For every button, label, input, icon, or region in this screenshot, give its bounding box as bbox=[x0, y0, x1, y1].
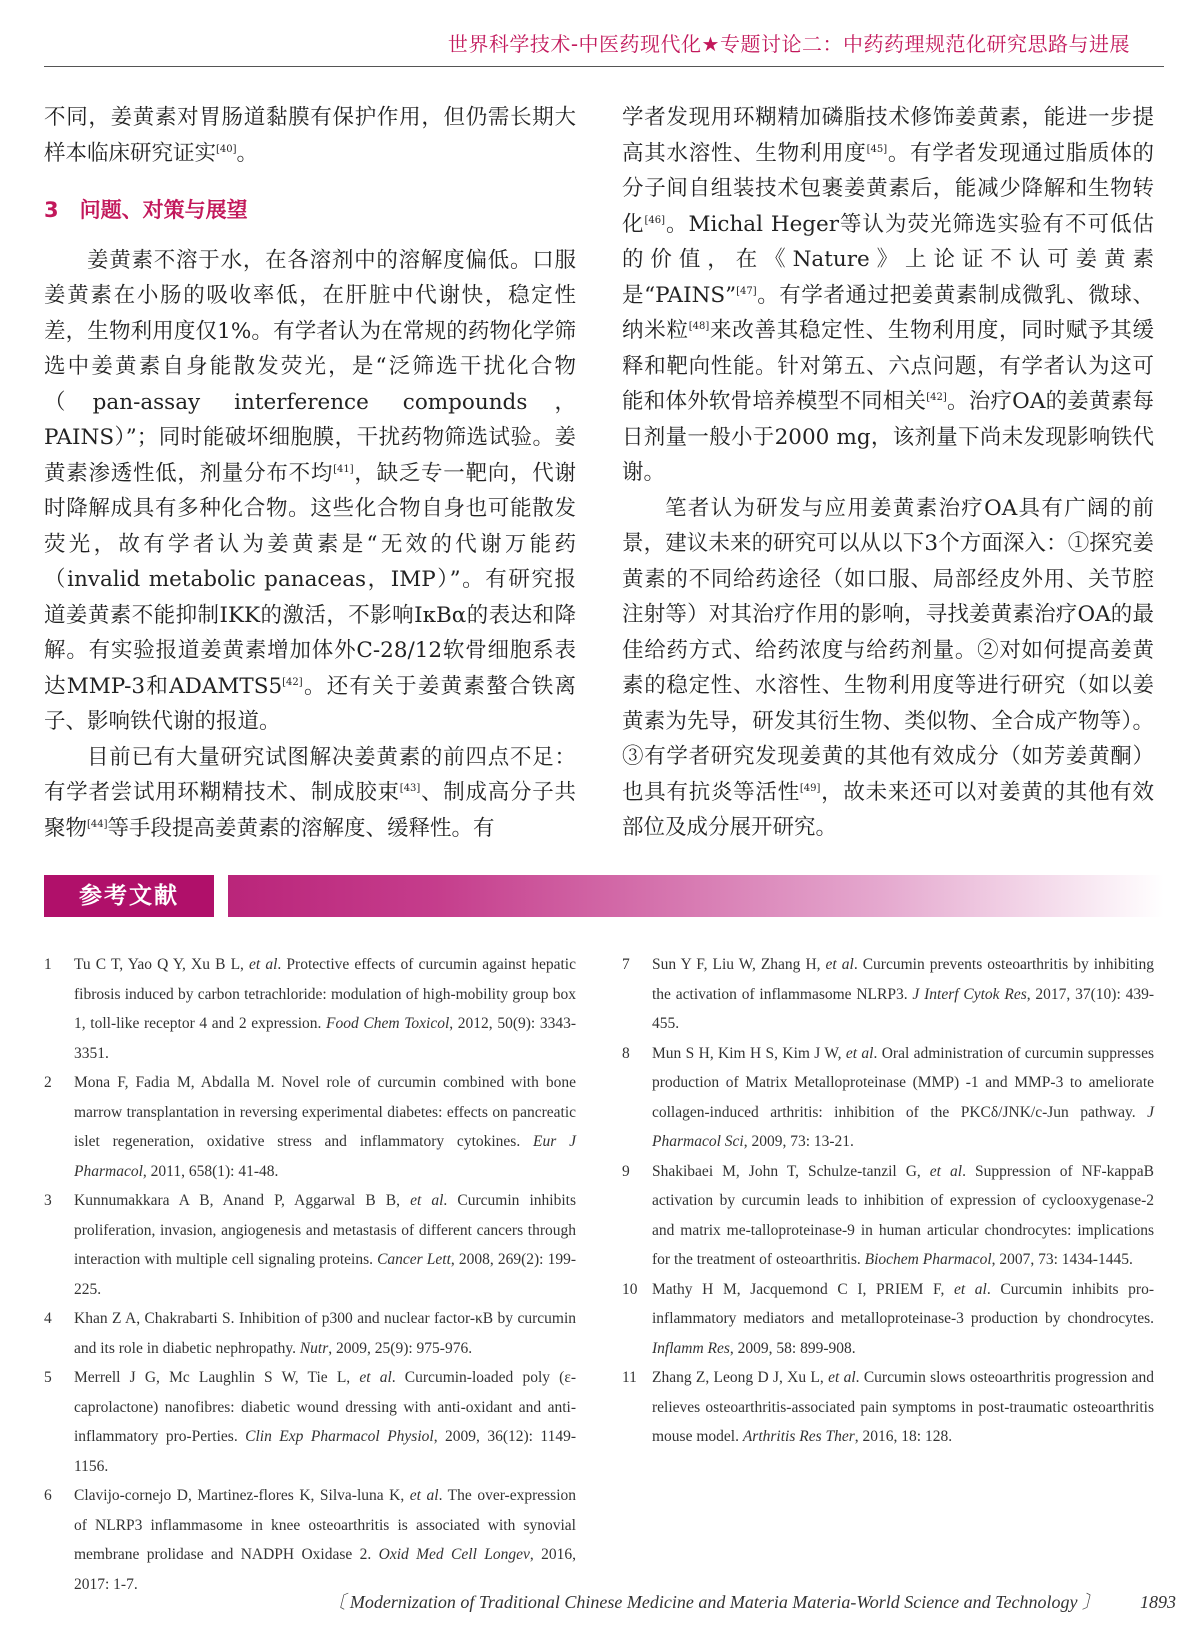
reference-authors: Mathy H M, Jacquemond C I, PRIEM F, bbox=[652, 1280, 954, 1298]
reference-etal: et al bbox=[828, 1369, 856, 1386]
references-title: 参考文献 bbox=[44, 875, 214, 917]
reference-number: 2 bbox=[44, 1074, 52, 1091]
reference-tail: , 2009, 36(12): 1149-1156. bbox=[74, 1428, 577, 1475]
reference-item bbox=[622, 1157, 1154, 1275]
reference-etal: et al bbox=[409, 1487, 439, 1504]
reference-item bbox=[622, 1039, 1154, 1157]
reference-tail: , 2012, 50(9): 3343-3351. bbox=[74, 1015, 577, 1062]
paragraph: 不同，姜黄素对胃肠道黏膜有保护作用，但仍需长期大样本临床研究证实[40]。 bbox=[44, 105, 576, 166]
reference-tail: , 2009, 25(9): 975-976. bbox=[328, 1339, 473, 1357]
right-text-column bbox=[622, 100, 1154, 846]
reference-authors: Clavijo-cornejo D, Martinez-flores K, Silva-luna K, bbox=[74, 1487, 410, 1504]
citation: [42] bbox=[926, 391, 947, 403]
reference-number: 9 bbox=[622, 1162, 630, 1180]
reference-text bbox=[74, 1186, 576, 1304]
reference-body: . Protective effects of curcumin against hepatic fibrosis induced by carbon tetrachloride: modulation of high-mobility group box 1, toll-like receptor 4 and 2 expression. bbox=[74, 956, 576, 1032]
reference-authors: Zhang Z, Leong D J, Xu L, bbox=[652, 1369, 829, 1386]
reference-item bbox=[44, 1481, 576, 1599]
reference-etal: et al bbox=[249, 956, 278, 973]
footer-journal: 〔 Modernization of Traditional Chinese Medicine and Materia Materia-World Science and Technology 〕 bbox=[327, 1592, 1100, 1612]
paragraph: 学者发现用环糊精加磷脂技术修饰姜黄素，能进一步提高其水溶性、生物利用度[45]。有学者发现通过脂质体的分子间自组装技术包裹姜黄素后，能减少降解和生物转化[46]。Michal Heger等认为荧光筛选实验有不可低估的价值，在《Nature》上论证不认可姜黄素是“PAINS”[47]。有学者通过把姜黄素制成微乳、微球、纳米粒[48]来改善其稳定性、生物利用度，同时赋予其缓释和靶向性能。针对第五、六点问题，有学者认为这可能和体外软骨培养模型不同相关[42]。治疗OA的姜黄素每日剂量一般小于2000 mg，该剂量下尚未发现影响铁代谢。 bbox=[622, 105, 1154, 485]
reference-text bbox=[652, 1363, 1154, 1452]
citation: [46] bbox=[644, 214, 666, 226]
reference-authors: Sun Y F, Liu W, Zhang H, bbox=[652, 956, 826, 973]
reference-journal: Food Chem Toxicol bbox=[326, 1015, 450, 1032]
reference-text bbox=[74, 1068, 576, 1186]
section-heading: 3 问题、对策与展望 bbox=[44, 198, 248, 222]
reference-journal: Eur J Pharmacol bbox=[74, 1133, 576, 1180]
running-header: 世界科学技术-中医药现代化★专题讨论二：中药药理规范化研究思路与进展 bbox=[447, 32, 1130, 56]
reference-text bbox=[74, 1363, 576, 1481]
reference-etal: et al bbox=[953, 1280, 987, 1298]
reference-tail: , 2017, 37(10): 439-455. bbox=[652, 985, 1154, 1032]
reference-item bbox=[44, 1363, 576, 1481]
reference-item bbox=[44, 950, 576, 1068]
reference-tail: , 2008, 269(2): 199-225. bbox=[74, 1251, 576, 1298]
reference-tail: , 2009, 73: 13-21. bbox=[743, 1133, 854, 1150]
paragraph: 笔者认为研发与应用姜黄素治疗OA具有广阔的前景，建议未来的研究可以从以下3个方面深入：①探究姜黄素的不同给药途径（如口服、局部经皮外用、关节腔注射等）对其治疗作用的影响，寻找姜黄素治疗OA的最佳给药方式、给药浓度与给药剂量。②对如何提高姜黄素的稳定性、水溶性、生物利用度等进行研究（如以姜黄素为先导，研发其衍生物、类似物、全合成产物等）。③有学者研究发现姜黄的其他有效成分（如芳姜黄酮）也具有抗炎等活性[49]，故未来还可以对姜黄的其他有效部位及成分展开研究。 bbox=[622, 495, 1154, 840]
reference-body: . Curcumin prevents osteoarthritis by inhibiting the activation of inflammasome NLRP3. bbox=[652, 956, 1154, 1003]
reference-item bbox=[622, 1363, 1154, 1452]
citation: [42] bbox=[282, 676, 303, 688]
reference-tail: , 2009, 58: 899-908. bbox=[729, 1339, 856, 1357]
reference-journal: Nutr bbox=[299, 1339, 329, 1357]
page-number: 1893 bbox=[1140, 1592, 1176, 1612]
reference-authors: Merrell J G, Mc Laughlin S W, Tie L, bbox=[74, 1369, 360, 1386]
citation: [47] bbox=[736, 285, 757, 297]
reference-tail: , 2007, 73: 1434-1445. bbox=[991, 1251, 1133, 1268]
reference-item bbox=[44, 1068, 576, 1186]
reference-authors: Khan Z A, Chakrabarti S. Inhibition of p300 and nuclear factor-κB by curcumin and its role in diabetic nephropathy. bbox=[74, 1310, 576, 1357]
reference-body: . Curcumin inhibits proliferation, invasion, angiogenesis and metastasis of different cancers through interaction with multiple cell signaling proteins. bbox=[74, 1192, 576, 1268]
reference-authors: Shakibaei M, John T, Schulze-tanzil G, bbox=[652, 1162, 930, 1180]
reference-journal: Arthritis Res Ther bbox=[742, 1428, 855, 1445]
reference-body: . Oral administration of curcumin suppresses production of Matrix Metalloproteinase (MMP) -1 and MMP-3 to ameliorate collagen-induced arthritis: inhibition of the PKCδ/JNK/c-Jun pathway. bbox=[652, 1044, 1154, 1121]
reference-etal: et al bbox=[359, 1369, 392, 1386]
citation: [48] bbox=[688, 320, 710, 332]
citation: [44] bbox=[87, 818, 108, 830]
reference-item bbox=[622, 1275, 1154, 1364]
reference-number: 1 bbox=[44, 956, 52, 973]
reference-item bbox=[44, 1304, 576, 1363]
citation: [41] bbox=[333, 463, 354, 475]
reference-authors: Kunnumakkara A B, Anand P, Aggarwal B B, bbox=[74, 1192, 411, 1209]
reference-journal: Inflamm Res bbox=[652, 1339, 730, 1357]
references-banner bbox=[44, 875, 1164, 917]
reference-number: 3 bbox=[44, 1192, 52, 1209]
reference-tail: , 2016, 2017: 1-7. bbox=[74, 1546, 577, 1593]
reference-text bbox=[652, 950, 1154, 1039]
reference-number: 7 bbox=[622, 956, 630, 973]
reference-number: 5 bbox=[44, 1369, 52, 1386]
reference-number: 4 bbox=[44, 1310, 52, 1327]
reference-text bbox=[74, 950, 576, 1068]
reference-text bbox=[74, 1481, 576, 1599]
reference-etal: et al bbox=[929, 1162, 963, 1180]
reference-journal: J Interf Cytok Res bbox=[912, 985, 1027, 1003]
left-text-column bbox=[44, 100, 576, 846]
reference-etal: et al bbox=[410, 1192, 444, 1209]
references-column-left bbox=[44, 950, 576, 1599]
citation: [43] bbox=[399, 782, 421, 794]
header-divider bbox=[44, 66, 1164, 67]
reference-body: . Curcumin slows osteoarthritis progression and relieves osteoarthritis-associated pain symptoms in post-traumatic osteoarthritis mouse model. bbox=[652, 1369, 1154, 1445]
reference-tail: , 2011, 658(1): 41-48. bbox=[142, 1162, 279, 1180]
reference-tail: , 2016, 18: 128. bbox=[854, 1428, 953, 1445]
reference-authors: Tu C T, Yao Q Y, Xu B L, bbox=[74, 956, 250, 973]
reference-text bbox=[652, 1157, 1154, 1275]
reference-text bbox=[652, 1275, 1154, 1364]
reference-text bbox=[652, 1039, 1154, 1157]
reference-item bbox=[622, 950, 1154, 1039]
reference-authors: Mona F, Fadia M, Abdalla M. Novel role of curcumin combined with bone marrow transplantation in reversing experimental diabetes: effects on pancreatic islet regeneration, oxidative stress and inflammatory cytokines. bbox=[74, 1074, 576, 1150]
reference-journal: Biochem Pharmacol bbox=[864, 1251, 992, 1268]
paragraph: 姜黄素不溶于水，在各溶剂中的溶解度偏低。口服姜黄素在小肠的吸收率低，在肝脏中代谢快，稳定性差，生物利用度仅1%。有学者认为在常规的药物化学筛选中姜黄素自身能散发荧光，是“泛筛选干扰化合物（pan-assay interference compounds，PAINS）”；同时能破坏细胞膜，干扰药物筛选试验。姜黄素渗透性低，剂量分布不均[41]，缺乏专一靶向，代谢时降解成具有多种化合物。这些化合物自身也可能散发荧光，故有学者认为姜黄素是“无效的代谢万能药（invalid metabolic panaceas，IMP）”。有研究报道姜黄素不能抑制IKK的激活，不影响IκBα的表达和降解。有实验报道姜黄素增加体外C-28/12软骨细胞系表达MMP-3和ADAMTS5[42]。还有关于姜黄素螯合铁离子、影响铁代谢的报道。 bbox=[44, 247, 576, 734]
citation: [49] bbox=[799, 782, 821, 794]
reference-journal: Clin Exp Pharmacol Physiol bbox=[245, 1428, 434, 1445]
citation: [40] bbox=[216, 143, 237, 155]
reference-item bbox=[44, 1186, 576, 1304]
references-column-right bbox=[622, 950, 1154, 1452]
reference-body: . Suppression of NF-kappaB activation by curcumin leads to inhibition of expression of cyclooxygenase-2 and matrix me-talloproteinase-9 in human articular chondrocytes: implications for the treatment of osteoarthritis. bbox=[652, 1162, 1154, 1268]
reference-journal: Oxid Med Cell Longev bbox=[378, 1546, 530, 1563]
reference-body: . Curcumin-loaded poly (ε-caprolactone) nanofibres: diabetic wound dressing with anti-oxidant and anti-inflammatory pro-Perties. bbox=[74, 1369, 577, 1445]
reference-journal: Cancer Lett bbox=[377, 1251, 451, 1268]
reference-etal: et al bbox=[825, 956, 854, 973]
reference-number: 6 bbox=[44, 1487, 52, 1504]
citation: [45] bbox=[866, 143, 888, 155]
reference-body: . Curcumin inhibits pro-inflammatory mediators and metalloproteinase-3 production by chondrocytes. bbox=[652, 1280, 1154, 1327]
reference-text bbox=[74, 1304, 576, 1363]
page-footer bbox=[327, 1588, 1176, 1614]
reference-number: 11 bbox=[622, 1369, 637, 1386]
paragraph: 目前已有大量研究试图解决姜黄素的前四点不足：有学者尝试用环糊精技术、制成胶束[43]、制成高分子共聚物[44]等手段提高姜黄素的溶解度、缓释性。有 bbox=[44, 744, 576, 841]
reference-number: 8 bbox=[622, 1044, 630, 1062]
reference-body: . The over-expression of NLRP3 inflammasome in knee osteoarthritis is associated with synovial membrane prolidase and NADPH Oxidase 2. bbox=[74, 1487, 576, 1563]
reference-journal: J Pharmacol Sci bbox=[652, 1103, 1154, 1150]
reference-authors: Mun S H, Kim H S, Kim J W, bbox=[652, 1044, 846, 1062]
reference-number: 10 bbox=[622, 1280, 638, 1298]
reference-etal: et al bbox=[845, 1044, 874, 1062]
